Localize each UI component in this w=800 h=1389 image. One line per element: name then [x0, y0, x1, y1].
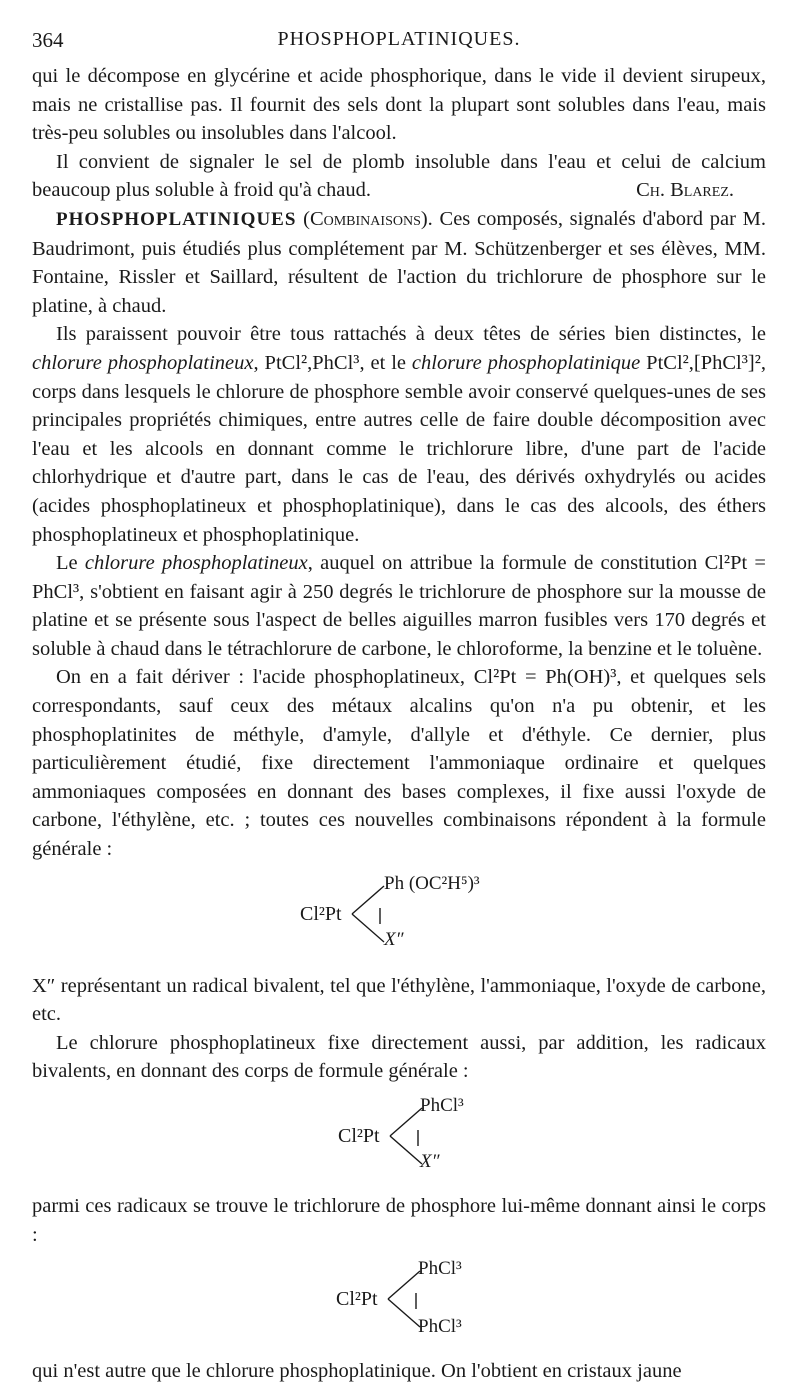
formula-left-group: Cl²Pt: [300, 902, 342, 925]
running-title: PHOSPHOPLATINIQUES.: [277, 28, 521, 50]
author-signature: Ch. Blarez.: [636, 179, 734, 202]
text-run: , auquel on attribue la formule de constitution Cl²Pt = PhCl³, s'obtient en faisant agir à 250 degrés le trichlorure de phosphore sur la mousse de platine et se présente sous l'aspect de belles aiguilles marron fusibles vers 170 degrés et soluble à chaud dans le tétrachlorure de carbone, le chloroforme, la benzine et le toluène.: [32, 552, 766, 660]
page-number: 364: [32, 28, 64, 52]
paragraph: qui le décompose en glycérine et acide phosphorique, dans le vide il devient sirupeux, mais ne cristallise pas. Il fournit des sels dont la plupart sont solubles dans l'eau, mais très-peu solubles ou insolubles dans l'alcool.: [32, 65, 766, 145]
text-run: , PtCl²,PhCl³, et le: [253, 351, 412, 374]
term-italic: chlorure phosphoplatineux: [32, 351, 254, 374]
formula-top-group: PhCl³: [420, 1095, 464, 1116]
structural-formula-3: [32, 1255, 766, 1347]
article-first-paragraph: [32, 205, 766, 320]
paragraph-text: Il convient de signaler le sel de plomb insoluble dans l'eau et celui de calcium beaucoup plus soluble à froid qu'à chaud.: [32, 150, 766, 202]
formula-top-group: PhCl³: [418, 1258, 462, 1280]
paragraph: X″ représentant un radical bivalent, tel que l'éthylène, l'ammoniaque, l'oxyde de carbone, etc.: [32, 974, 766, 1026]
formula-bottom-group: X″: [420, 1151, 440, 1172]
paragraph-text: Ces composés, signalés d'abord par M. Baudrimont, puis étudiés plus complétement par M. Schützenberger et ses élèves, MM. Fontaine, Rissler et Saillard, résultent de l'action du trichlorure de phosphore sur le platine, à chaud.: [32, 207, 767, 317]
page-body: [32, 62, 766, 1386]
paragraph: qui n'est autre que le chlorure phosphoplatinique. On l'obtient en cristaux jaune: [32, 1360, 682, 1383]
paragraph: parmi ces radicaux se trouve le trichlorure de phosphore lui-même donnant ainsi le corps :: [32, 1195, 766, 1246]
structural-formula-2: [32, 1092, 766, 1182]
formula-bottom-group: PhCl³: [418, 1316, 462, 1338]
formula-left-group: Cl²Pt: [336, 1288, 378, 1311]
paragraph: [32, 320, 766, 549]
formula-top-group: Ph (OC²H⁵)³: [384, 872, 480, 894]
book-page: [32, 28, 766, 1386]
paragraph: Le chlorure phosphoplatineux fixe directement aussi, par addition, les radicaux bivalents, en donnant des corps de formule générale :: [32, 1031, 766, 1083]
headword-note: (Combinaisons).: [303, 207, 433, 230]
article-headword: PHOSPHOPLATINIQUES: [56, 208, 297, 230]
text-run: Le: [56, 552, 85, 575]
paragraph: On en a fait dériver : l'acide phosphoplatineux, Cl²Pt = Ph(OH)³, et quelques sels correspondants, sauf ceux des métaux alcalins qu'on n'a pu obtenir, et les phosphoplatinites de méthyle, d'amyle, d'allyle et d'éthyle. Ce dernier, plus particulièrement étudié, fixe directement l'ammoniaque ordinaire et quelques ammoniaques composées en donnant des bases complexes, il fixe aussi l'oxyde de carbone, l'éthylène, etc. ; toutes ces nouvelles combinaisons répondent à la formule générale :: [32, 666, 766, 861]
paragraph: [32, 549, 766, 663]
formula-left-group: Cl²Pt: [338, 1125, 380, 1147]
page-header: [32, 28, 766, 62]
term-italic: chlorure phosphoplatinique: [411, 351, 641, 374]
term-italic: chlorure phosphoplatineux: [84, 552, 308, 575]
formula-bottom-group: X″: [384, 928, 404, 950]
text-run: PtCl²,[PhCl³]², corps dans lesquels le chlorure de phosphore semble avoir conservé quelques-unes de ses principales propriétés chimiques, entre autres celle de faire double décomposition avec l'eau et les alcools en donnant comme le trichlorure libre, d'une part de l'acide chlorhydrique et d'autre part, dans le cas de l'eau, des dérivés oxhydrylés ou acides (acides phosphoplatineux et phosphoplatinique), dans le cas des alcools, des éthers phosphoplatineux et phosphoplatinique.: [32, 351, 767, 546]
text-run: Ils paraissent pouvoir être tous rattachés à deux têtes de séries bien distinctes, le: [56, 323, 766, 346]
structural-formula-1: [32, 870, 766, 962]
